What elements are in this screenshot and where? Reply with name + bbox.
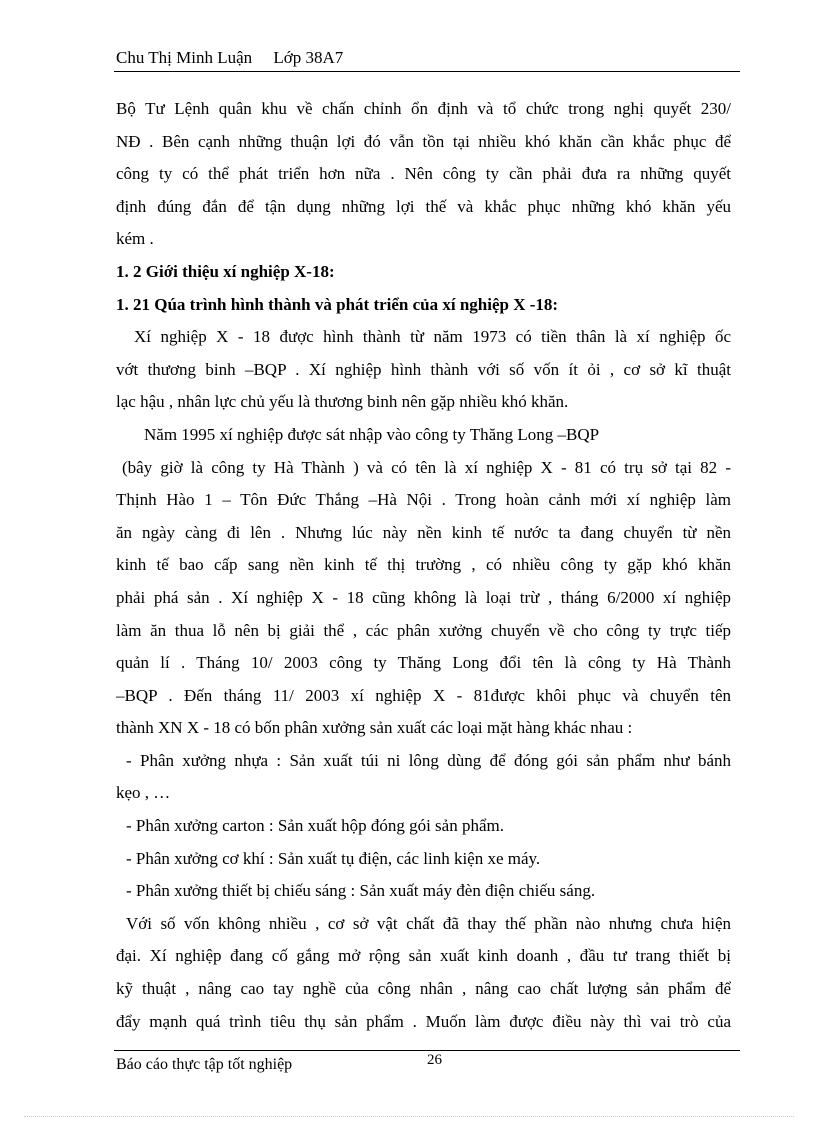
body-line: Thịnh Hào 1 – Tôn Đức Thắng –Hà Nội . Trong hoàn cảnh mới xí nghiệp làm (116, 490, 731, 510)
body-line: –BQP . Đến tháng 11/ 2003 xí nghiệp X - 81được khôi phục và chuyển tên (116, 685, 731, 705)
body-line: đẩy mạnh quá trình tiêu thụ sản phẩm . Muốn làm được điều này thì vai trò của (116, 1011, 731, 1031)
page-footer: Báo cáo thực tập tốt nghiệp (116, 1056, 293, 1073)
body-line: thành XN X - 18 có bốn phân xưởng sản xuất các loại mặt hàng khác nhau : (116, 718, 633, 738)
page-header: Chu Thị Minh Luận Lớp 38A7 (116, 48, 344, 67)
page-number: 26 (427, 1052, 442, 1068)
body-line: (bây giờ là công ty Hà Thành ) và có tên là xí nghiệp X - 81 có trụ sở tại 82 - (122, 457, 731, 477)
body-line: định đúng đắn để tận dụng những lợi thế và khắc phục những khó khăn yếu (116, 196, 731, 216)
body-line: ăn ngày càng đi lên . Nhưng lúc này nền kinh tế nước ta đang chuyển từ nền (116, 522, 731, 542)
body-line: vớt thương binh –BQP . Xí nghiệp hình thành với số vốn ít ỏi , cơ sở kĩ thuật (116, 359, 731, 379)
footer-rule (114, 1050, 740, 1051)
body-line: - Phân xưởng cơ khí : Sản xuất tụ điện, các linh kiện xe máy. (126, 848, 541, 868)
body-line: Với số vốn không nhiều , cơ sở vật chất đã thay thế phần nào nhưng chưa hiện (126, 913, 731, 933)
body-line: NĐ . Bên cạnh những thuận lợi đó vẫn tồn tại nhiều khó khăn cần khắc phục để (116, 131, 731, 151)
body-line: - Phân xưởng thiết bị chiếu sáng : Sản xuất máy đèn điện chiếu sáng. (126, 881, 596, 901)
body-line: phải phá sản . Xí nghiệp X - 18 cũng không là loại trừ , tháng 6/2000 xí nghiệp (116, 587, 731, 607)
body-line: kinh tế bao cấp sang nền kinh tế thị trường , có nhiều công ty gặp khó khăn (116, 555, 731, 575)
body-line: - Phân xưởng carton : Sản xuất hộp đóng gói sản phẩm. (126, 816, 504, 836)
body-line: lạc hậu , nhân lực chủ yếu là thương binh nên gặp nhiều khó khăn. (116, 392, 569, 412)
page-edge (24, 1116, 794, 1117)
body-line: đại. Xí nghiệp đang cố gắng mở rộng sản xuất kinh doanh , đầu tư trang thiết bị (116, 946, 731, 966)
body-line: - Phân xưởng nhựa : Sản xuất túi ni lông dùng để đóng gói sản phẩm như bánh (126, 750, 731, 770)
body-line: kẹo , … (116, 783, 171, 803)
body-line: kỹ thuật , nâng cao tay nghề của công nhân , nâng cao chất lượng sản phẩm để (116, 979, 731, 999)
document-body (116, 93, 731, 1038)
body-line: quản lí . Tháng 10/ 2003 công ty Thăng Long đổi tên là công ty Hà Thành (116, 653, 731, 673)
body-line: Xí nghiệp X - 18 được hình thành từ năm 1973 có tiền thân là xí nghiệp ốc (134, 327, 731, 347)
body-line: Năm 1995 xí nghiệp được sát nhập vào công ty Thăng Long –BQP (144, 424, 600, 444)
body-line: Bộ Tư Lệnh quân khu về chấn chỉnh ổn định và tổ chức trong nghị quyết 230/ (116, 99, 731, 118)
body-line: làm ăn thua lỗ nên bị giải thể , các phân xưởng chuyển về cho công ty trực tiếp (116, 620, 731, 640)
body-line: kém . (116, 229, 154, 249)
body-line: công ty có thể phát triển hơn nữa . Nên công ty cần phải đưa ra những quyết (116, 164, 731, 184)
header-rule (114, 71, 740, 72)
section-heading: 1. 2 Giới thiệu xí nghiệp X-18: (116, 261, 335, 281)
section-heading: 1. 21 Qúa trình hình thành và phát triển của xí nghiệp X -18: (116, 294, 559, 314)
